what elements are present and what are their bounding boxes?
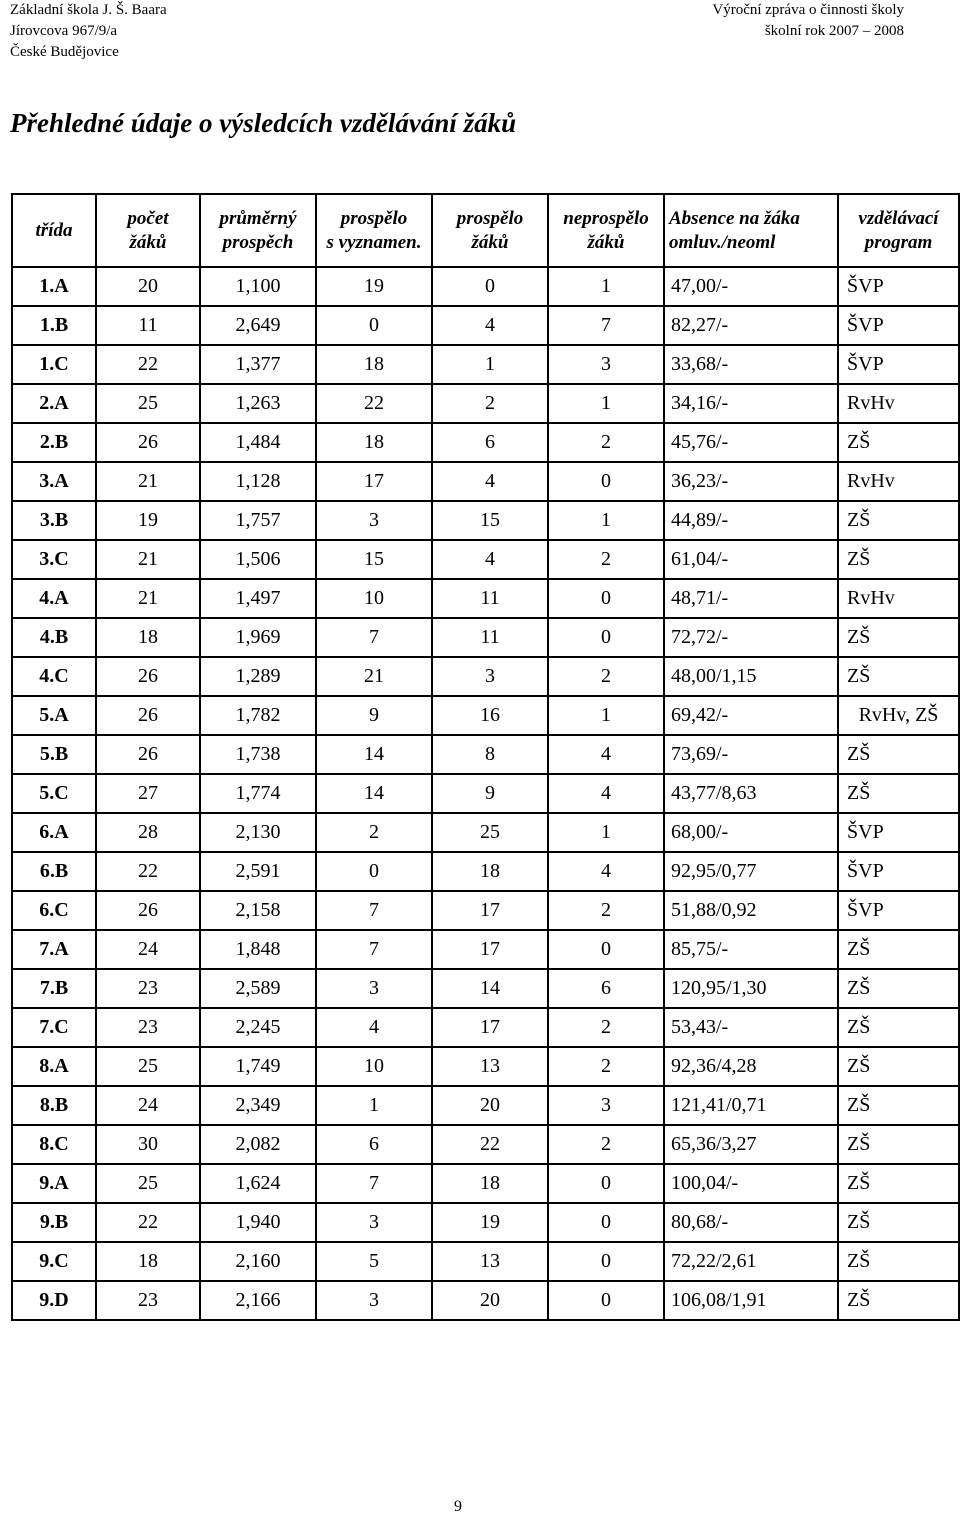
cell-program: RvHv (838, 384, 959, 423)
cell-program: ZŠ (838, 657, 959, 696)
cell-class: 8.A (12, 1047, 96, 1086)
table-row (12, 852, 959, 891)
results-table (11, 193, 960, 1321)
table-row (12, 1281, 959, 1320)
cell-average-grade: 1,940 (200, 1203, 316, 1242)
cell-students: 11 (96, 306, 200, 345)
cell-absence: 72,72/- (664, 618, 838, 657)
table-row (12, 618, 959, 657)
cell-average-grade: 2,166 (200, 1281, 316, 1320)
cell-honors: 3 (316, 969, 432, 1008)
cell-failed: 3 (548, 1086, 664, 1125)
cell-program: RvHv, ZŠ (838, 696, 959, 735)
cell-passed: 25 (432, 813, 548, 852)
cell-students: 18 (96, 618, 200, 657)
table-row (12, 579, 959, 618)
column-header-class (12, 194, 96, 267)
cell-honors: 3 (316, 501, 432, 540)
cell-failed: 2 (548, 1047, 664, 1086)
column-header-line: prospělo (340, 207, 408, 229)
cell-class: 6.A (12, 813, 96, 852)
table-row (12, 1242, 959, 1281)
cell-average-grade: 1,289 (200, 657, 316, 696)
cell-program: ZŠ (838, 618, 959, 657)
cell-students: 28 (96, 813, 200, 852)
cell-class: 3.A (12, 462, 96, 501)
column-header-line: s vyznamen. (326, 231, 422, 253)
cell-class: 4.B (12, 618, 96, 657)
cell-absence: 36,23/- (664, 462, 838, 501)
column-header-line: třída (35, 219, 73, 241)
header-report-info (712, 0, 904, 42)
cell-class: 9.D (12, 1281, 96, 1320)
page-number: 9 (454, 1498, 462, 1515)
cell-average-grade: 2,245 (200, 1008, 316, 1047)
cell-absence: 121,41/0,71 (664, 1086, 838, 1125)
cell-class: 8.B (12, 1086, 96, 1125)
cell-program: ZŠ (838, 930, 959, 969)
cell-honors: 1 (316, 1086, 432, 1125)
table-row (12, 462, 959, 501)
table-row (12, 1047, 959, 1086)
cell-passed: 11 (432, 618, 548, 657)
cell-students: 23 (96, 969, 200, 1008)
cell-absence: 82,27/- (664, 306, 838, 345)
cell-passed: 20 (432, 1086, 548, 1125)
cell-average-grade: 1,757 (200, 501, 316, 540)
cell-program: ZŠ (838, 1164, 959, 1203)
cell-honors: 6 (316, 1125, 432, 1164)
cell-failed: 0 (548, 930, 664, 969)
table-row (12, 306, 959, 345)
cell-honors: 7 (316, 891, 432, 930)
cell-honors: 22 (316, 384, 432, 423)
cell-passed: 13 (432, 1047, 548, 1086)
cell-program: RvHv (838, 579, 959, 618)
table-row (12, 540, 959, 579)
cell-absence: 69,42/- (664, 696, 838, 735)
cell-passed: 1 (432, 345, 548, 384)
cell-absence: 53,43/- (664, 1008, 838, 1047)
cell-program: ZŠ (838, 540, 959, 579)
cell-average-grade: 1,738 (200, 735, 316, 774)
cell-honors: 21 (316, 657, 432, 696)
cell-average-grade: 2,130 (200, 813, 316, 852)
cell-absence: 85,75/- (664, 930, 838, 969)
cell-program: ZŠ (838, 774, 959, 813)
cell-absence: 72,22/2,61 (664, 1242, 838, 1281)
cell-passed: 18 (432, 852, 548, 891)
cell-students: 22 (96, 345, 200, 384)
cell-average-grade: 2,158 (200, 891, 316, 930)
cell-class: 4.C (12, 657, 96, 696)
cell-students: 22 (96, 1203, 200, 1242)
table-body (12, 267, 959, 1320)
cell-students: 22 (96, 852, 200, 891)
cell-honors: 7 (316, 930, 432, 969)
cell-students: 21 (96, 540, 200, 579)
cell-passed: 14 (432, 969, 548, 1008)
cell-students: 24 (96, 1086, 200, 1125)
cell-failed: 0 (548, 618, 664, 657)
cell-students: 25 (96, 384, 200, 423)
cell-failed: 2 (548, 540, 664, 579)
table-row (12, 696, 959, 735)
cell-program: ZŠ (838, 1125, 959, 1164)
column-header-line: počet (127, 207, 169, 229)
column-header-absence (664, 194, 838, 267)
column-header-line: program (864, 231, 933, 253)
cell-average-grade: 1,100 (200, 267, 316, 306)
cell-failed: 0 (548, 579, 664, 618)
cell-passed: 17 (432, 891, 548, 930)
cell-students: 26 (96, 423, 200, 462)
cell-absence: 92,95/0,77 (664, 852, 838, 891)
cell-program: ZŠ (838, 501, 959, 540)
column-header-passed (432, 194, 548, 267)
cell-students: 21 (96, 579, 200, 618)
cell-students: 26 (96, 657, 200, 696)
column-header-line: neprospělo (563, 207, 649, 229)
cell-honors: 7 (316, 618, 432, 657)
table-row (12, 774, 959, 813)
cell-class: 5.B (12, 735, 96, 774)
cell-honors: 9 (316, 696, 432, 735)
cell-average-grade: 1,624 (200, 1164, 316, 1203)
cell-honors: 14 (316, 735, 432, 774)
table-row (12, 969, 959, 1008)
cell-honors: 10 (316, 579, 432, 618)
cell-average-grade: 1,497 (200, 579, 316, 618)
cell-students: 26 (96, 891, 200, 930)
cell-students: 23 (96, 1281, 200, 1320)
table-row (12, 423, 959, 462)
cell-honors: 19 (316, 267, 432, 306)
cell-average-grade: 1,774 (200, 774, 316, 813)
cell-students: 27 (96, 774, 200, 813)
cell-passed: 17 (432, 930, 548, 969)
cell-absence: 34,16/- (664, 384, 838, 423)
cell-passed: 4 (432, 306, 548, 345)
cell-average-grade: 2,160 (200, 1242, 316, 1281)
cell-class: 7.A (12, 930, 96, 969)
table-row (12, 930, 959, 969)
cell-average-grade: 1,263 (200, 384, 316, 423)
cell-honors: 18 (316, 345, 432, 384)
cell-program: ZŠ (838, 1281, 959, 1320)
cell-average-grade: 1,128 (200, 462, 316, 501)
cell-students: 20 (96, 267, 200, 306)
cell-honors: 10 (316, 1047, 432, 1086)
cell-passed: 3 (432, 657, 548, 696)
cell-students: 21 (96, 462, 200, 501)
cell-program: ZŠ (838, 1203, 959, 1242)
cell-average-grade: 2,082 (200, 1125, 316, 1164)
cell-passed: 0 (432, 267, 548, 306)
cell-students: 19 (96, 501, 200, 540)
cell-honors: 5 (316, 1242, 432, 1281)
cell-students: 26 (96, 735, 200, 774)
cell-failed: 7 (548, 306, 664, 345)
header-school-info (10, 0, 167, 63)
cell-average-grade: 1,377 (200, 345, 316, 384)
cell-absence: 43,77/8,63 (664, 774, 838, 813)
cell-program: ZŠ (838, 1242, 959, 1281)
cell-average-grade: 2,589 (200, 969, 316, 1008)
cell-class: 3.B (12, 501, 96, 540)
cell-passed: 2 (432, 384, 548, 423)
column-header-line: prospělo (456, 207, 524, 229)
cell-failed: 4 (548, 852, 664, 891)
table-row (12, 267, 959, 306)
cell-honors: 3 (316, 1281, 432, 1320)
header-school-street: Jírovcova 967/9/a (10, 23, 118, 39)
header-school-year: školní rok 2007 – 2008 (764, 23, 904, 39)
cell-failed: 1 (548, 267, 664, 306)
cell-program: ZŠ (838, 423, 959, 462)
cell-passed: 6 (432, 423, 548, 462)
cell-class: 1.B (12, 306, 96, 345)
column-header-line: průměrný (219, 207, 297, 229)
table-row (12, 813, 959, 852)
cell-absence: 44,89/- (664, 501, 838, 540)
cell-absence: 48,71/- (664, 579, 838, 618)
cell-program: ZŠ (838, 969, 959, 1008)
cell-honors: 0 (316, 852, 432, 891)
cell-average-grade: 1,969 (200, 618, 316, 657)
cell-failed: 3 (548, 345, 664, 384)
cell-failed: 0 (548, 1281, 664, 1320)
cell-failed: 1 (548, 384, 664, 423)
table-row (12, 501, 959, 540)
cell-passed: 22 (432, 1125, 548, 1164)
cell-average-grade: 2,649 (200, 306, 316, 345)
cell-passed: 20 (432, 1281, 548, 1320)
cell-average-grade: 1,848 (200, 930, 316, 969)
cell-passed: 8 (432, 735, 548, 774)
cell-honors: 0 (316, 306, 432, 345)
cell-absence: 61,04/- (664, 540, 838, 579)
cell-failed: 4 (548, 774, 664, 813)
cell-average-grade: 2,349 (200, 1086, 316, 1125)
cell-failed: 0 (548, 1242, 664, 1281)
cell-program: ŠVP (838, 345, 959, 384)
cell-average-grade: 2,591 (200, 852, 316, 891)
column-header-line: žáků (587, 231, 625, 253)
column-header-line: žáků (129, 231, 167, 253)
cell-class: 1.A (12, 267, 96, 306)
cell-absence: 45,76/- (664, 423, 838, 462)
cell-absence: 47,00/- (664, 267, 838, 306)
cell-passed: 15 (432, 501, 548, 540)
header-school-name: Základní škola J. Š. Baara (10, 2, 167, 18)
cell-average-grade: 1,484 (200, 423, 316, 462)
cell-absence: 51,88/0,92 (664, 891, 838, 930)
column-header-failed (548, 194, 664, 267)
cell-failed: 4 (548, 735, 664, 774)
cell-average-grade: 1,506 (200, 540, 316, 579)
cell-failed: 1 (548, 501, 664, 540)
cell-class: 7.C (12, 1008, 96, 1047)
cell-passed: 9 (432, 774, 548, 813)
cell-failed: 0 (548, 1164, 664, 1203)
cell-failed: 2 (548, 1008, 664, 1047)
cell-class: 2.B (12, 423, 96, 462)
cell-absence: 65,36/3,27 (664, 1125, 838, 1164)
cell-average-grade: 1,749 (200, 1047, 316, 1086)
column-header-line: žáků (471, 231, 509, 253)
cell-class: 5.C (12, 774, 96, 813)
cell-class: 2.A (12, 384, 96, 423)
table-row (12, 1008, 959, 1047)
cell-failed: 6 (548, 969, 664, 1008)
column-header-program (838, 194, 959, 267)
cell-students: 24 (96, 930, 200, 969)
cell-students: 26 (96, 696, 200, 735)
table-header-row (12, 194, 959, 267)
cell-program: ZŠ (838, 735, 959, 774)
column-header-average-grade (200, 194, 316, 267)
cell-honors: 15 (316, 540, 432, 579)
cell-failed: 1 (548, 696, 664, 735)
cell-students: 25 (96, 1047, 200, 1086)
cell-failed: 2 (548, 657, 664, 696)
cell-passed: 16 (432, 696, 548, 735)
cell-honors: 17 (316, 462, 432, 501)
header-report-name: Výroční zpráva o činnosti školy (712, 2, 904, 18)
cell-class: 8.C (12, 1125, 96, 1164)
cell-honors: 3 (316, 1203, 432, 1242)
cell-passed: 17 (432, 1008, 548, 1047)
cell-honors: 14 (316, 774, 432, 813)
cell-failed: 2 (548, 1125, 664, 1164)
cell-class: 6.C (12, 891, 96, 930)
cell-absence: 92,36/4,28 (664, 1047, 838, 1086)
cell-passed: 18 (432, 1164, 548, 1203)
cell-class: 7.B (12, 969, 96, 1008)
cell-honors: 7 (316, 1164, 432, 1203)
cell-failed: 0 (548, 462, 664, 501)
cell-failed: 2 (548, 891, 664, 930)
cell-program: ŠVP (838, 813, 959, 852)
table-row (12, 384, 959, 423)
column-header-students (96, 194, 200, 267)
cell-program: ŠVP (838, 852, 959, 891)
column-header-line: omluv./neoml (669, 231, 776, 253)
cell-absence: 106,08/1,91 (664, 1281, 838, 1320)
header-school-city: České Budějovice (10, 44, 119, 60)
cell-absence: 100,04/- (664, 1164, 838, 1203)
cell-class: 3.C (12, 540, 96, 579)
cell-passed: 19 (432, 1203, 548, 1242)
cell-class: 9.A (12, 1164, 96, 1203)
cell-honors: 18 (316, 423, 432, 462)
cell-students: 18 (96, 1242, 200, 1281)
cell-honors: 2 (316, 813, 432, 852)
cell-program: ŠVP (838, 306, 959, 345)
cell-passed: 4 (432, 540, 548, 579)
table-row (12, 1125, 959, 1164)
cell-passed: 11 (432, 579, 548, 618)
cell-class: 6.B (12, 852, 96, 891)
cell-passed: 13 (432, 1242, 548, 1281)
cell-failed: 1 (548, 813, 664, 852)
table-row (12, 657, 959, 696)
cell-students: 25 (96, 1164, 200, 1203)
cell-program: ZŠ (838, 1047, 959, 1086)
cell-program: RvHv (838, 462, 959, 501)
cell-program: ZŠ (838, 1086, 959, 1125)
cell-class: 4.A (12, 579, 96, 618)
column-header-line: vzdělávací (858, 207, 939, 229)
cell-program: ŠVP (838, 267, 959, 306)
cell-failed: 2 (548, 423, 664, 462)
cell-class: 9.C (12, 1242, 96, 1281)
cell-class: 9.B (12, 1203, 96, 1242)
cell-absence: 80,68/- (664, 1203, 838, 1242)
cell-failed: 0 (548, 1203, 664, 1242)
cell-passed: 4 (432, 462, 548, 501)
table-row (12, 735, 959, 774)
column-header-honors (316, 194, 432, 267)
page-title: Přehledné údaje o výsledcích vzdělávání žáků (10, 108, 517, 138)
cell-absence: 120,95/1,30 (664, 969, 838, 1008)
cell-program: ŠVP (838, 891, 959, 930)
cell-honors: 4 (316, 1008, 432, 1047)
cell-average-grade: 1,782 (200, 696, 316, 735)
cell-absence: 68,00/- (664, 813, 838, 852)
table-row (12, 891, 959, 930)
cell-absence: 33,68/- (664, 345, 838, 384)
cell-class: 1.C (12, 345, 96, 384)
cell-absence: 73,69/- (664, 735, 838, 774)
table-row (12, 1203, 959, 1242)
table-row (12, 1086, 959, 1125)
table-row (12, 345, 959, 384)
cell-students: 23 (96, 1008, 200, 1047)
cell-absence: 48,00/1,15 (664, 657, 838, 696)
cell-students: 30 (96, 1125, 200, 1164)
table-row (12, 1164, 959, 1203)
column-header-line: prospěch (222, 231, 294, 253)
cell-program: ZŠ (838, 1008, 959, 1047)
cell-class: 5.A (12, 696, 96, 735)
column-header-line: Absence na žáka (669, 207, 800, 229)
